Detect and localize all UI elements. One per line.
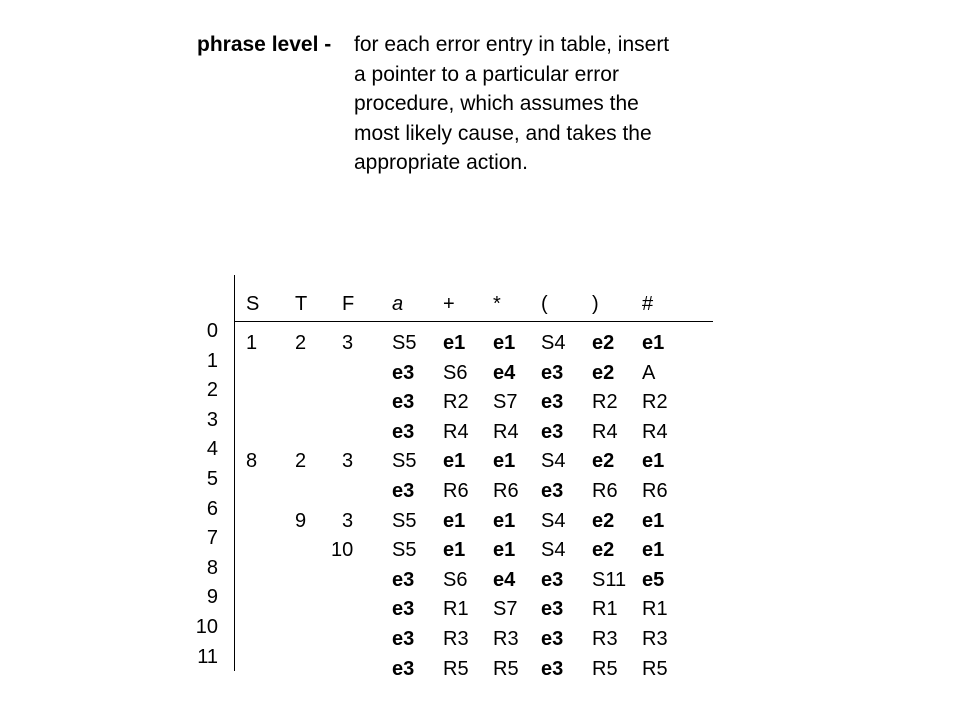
table-cell: e1 <box>493 450 516 473</box>
table-cell: e1 <box>443 332 466 354</box>
row-label: 1 <box>206 349 218 372</box>
table-cell: R5 <box>443 657 469 680</box>
table-cell: S4 <box>541 539 566 562</box>
column-header: # <box>642 293 654 315</box>
table-cell: 2 <box>295 332 307 354</box>
table-cell: e3 <box>392 480 415 502</box>
table-cell: e1 <box>443 509 466 532</box>
table-cell: R3 <box>443 628 469 650</box>
column-header: * <box>493 293 501 315</box>
heading-line: procedure, which assumes the <box>354 92 639 115</box>
table-cell: R2 <box>592 391 618 414</box>
table-cell: e1 <box>443 539 466 562</box>
table-cell: 2 <box>295 450 307 473</box>
table-cell: e3 <box>392 420 415 443</box>
table-cell: 3 <box>342 332 354 354</box>
row-label: 5 <box>206 468 218 490</box>
table-cell: R4 <box>592 420 618 443</box>
table-cell: e4 <box>493 568 516 591</box>
column-header: ) <box>592 293 599 315</box>
table-cell: 9 <box>295 509 307 532</box>
table-cell: e1 <box>642 332 665 354</box>
table-cell: A <box>642 361 656 384</box>
row-label: 4 <box>206 438 218 461</box>
table-cell: S5 <box>392 539 417 562</box>
table-cell: e4 <box>493 361 516 384</box>
column-header: ( <box>541 293 548 315</box>
table-cell: e1 <box>443 450 466 473</box>
table-cell: e3 <box>541 420 564 443</box>
table-cell: e3 <box>392 628 415 650</box>
table-cell: S4 <box>541 450 566 473</box>
table-cell: R6 <box>592 480 618 502</box>
table-cell: e3 <box>541 657 564 680</box>
table-cell: 10 <box>331 539 354 562</box>
row-label: 11 <box>197 645 218 668</box>
heading-line: most likely cause, and takes the <box>354 121 652 145</box>
row-label: 0 <box>206 320 218 342</box>
row-label: 6 <box>206 497 218 520</box>
table-cell: e1 <box>642 509 665 532</box>
table-cell: e2 <box>592 332 615 354</box>
table-cell: R3 <box>493 628 519 650</box>
table-cell: R1 <box>642 598 668 621</box>
heading-line: appropriate action. <box>354 151 528 174</box>
table-cell: e3 <box>541 568 564 591</box>
table-cell: R2 <box>443 391 469 414</box>
table-cell: e1 <box>493 332 516 354</box>
table-cell: R5 <box>493 657 519 680</box>
table-cell: e2 <box>592 361 615 384</box>
row-label: 3 <box>206 408 218 431</box>
table-cell: S4 <box>541 509 566 532</box>
table-cell: e3 <box>392 361 415 384</box>
table-cell: e3 <box>392 598 415 621</box>
table-cell: R4 <box>493 420 519 443</box>
table-cell: e3 <box>392 657 415 680</box>
row-label: 7 <box>206 527 218 550</box>
table-cell: S11 <box>592 568 627 591</box>
table-cell: R4 <box>443 420 469 443</box>
table-cell: R4 <box>642 420 668 443</box>
table-cell: e3 <box>541 628 564 650</box>
row-label: 9 <box>206 586 218 609</box>
table-cell: e3 <box>541 391 564 414</box>
heading-label: phrase level - <box>197 33 332 56</box>
table-cell: S7 <box>493 391 518 414</box>
table-cell: S4 <box>541 332 566 354</box>
table-cell: e1 <box>642 450 665 473</box>
table-cell: e3 <box>541 598 564 621</box>
table-cell: 1 <box>246 332 258 354</box>
table-cell: e1 <box>642 539 665 562</box>
table-cell: R5 <box>592 657 618 680</box>
table-header-divider <box>234 321 713 322</box>
column-header: T <box>295 293 308 315</box>
column-header: S <box>246 293 260 315</box>
table-vertical-divider <box>234 275 235 671</box>
table-cell: S6 <box>443 568 468 591</box>
table-cell: R1 <box>443 598 469 621</box>
table-cell: R5 <box>642 657 668 680</box>
table-cell: R6 <box>443 480 469 502</box>
column-header: a <box>392 293 404 315</box>
heading-line: a pointer to a particular error <box>354 62 619 86</box>
column-header: F <box>342 293 355 315</box>
table-cell: S5 <box>392 450 417 473</box>
table-cell: S5 <box>392 509 417 532</box>
table-cell: R2 <box>642 391 668 414</box>
table-cell: R3 <box>642 628 668 650</box>
table-cell: e2 <box>592 539 615 562</box>
table-cell: e5 <box>642 568 665 591</box>
table-cell: e2 <box>592 509 615 532</box>
table-cell: R6 <box>493 480 519 502</box>
column-header: + <box>443 293 455 315</box>
table-cell: e3 <box>392 391 415 414</box>
row-label: 2 <box>206 379 218 402</box>
heading-line: for each error entry in table, insert <box>354 33 670 56</box>
table-cell: S5 <box>392 332 417 354</box>
row-label: 10 <box>195 616 218 638</box>
table-cell: e1 <box>493 509 516 532</box>
table-cell: R1 <box>592 598 618 621</box>
table-cell: e3 <box>541 361 564 384</box>
table-cell: S7 <box>493 598 518 621</box>
table-cell: e3 <box>541 480 564 502</box>
table-cell: e1 <box>493 539 516 562</box>
row-label: 8 <box>206 556 218 579</box>
table-cell: e2 <box>592 450 615 473</box>
table-cell: S6 <box>443 361 468 384</box>
table-cell: R3 <box>592 628 618 650</box>
table-cell: R6 <box>642 480 668 502</box>
table-cell: 3 <box>342 450 354 473</box>
table-cell: 8 <box>246 450 258 473</box>
table-cell: 3 <box>342 509 354 532</box>
table-cell: e3 <box>392 568 415 591</box>
